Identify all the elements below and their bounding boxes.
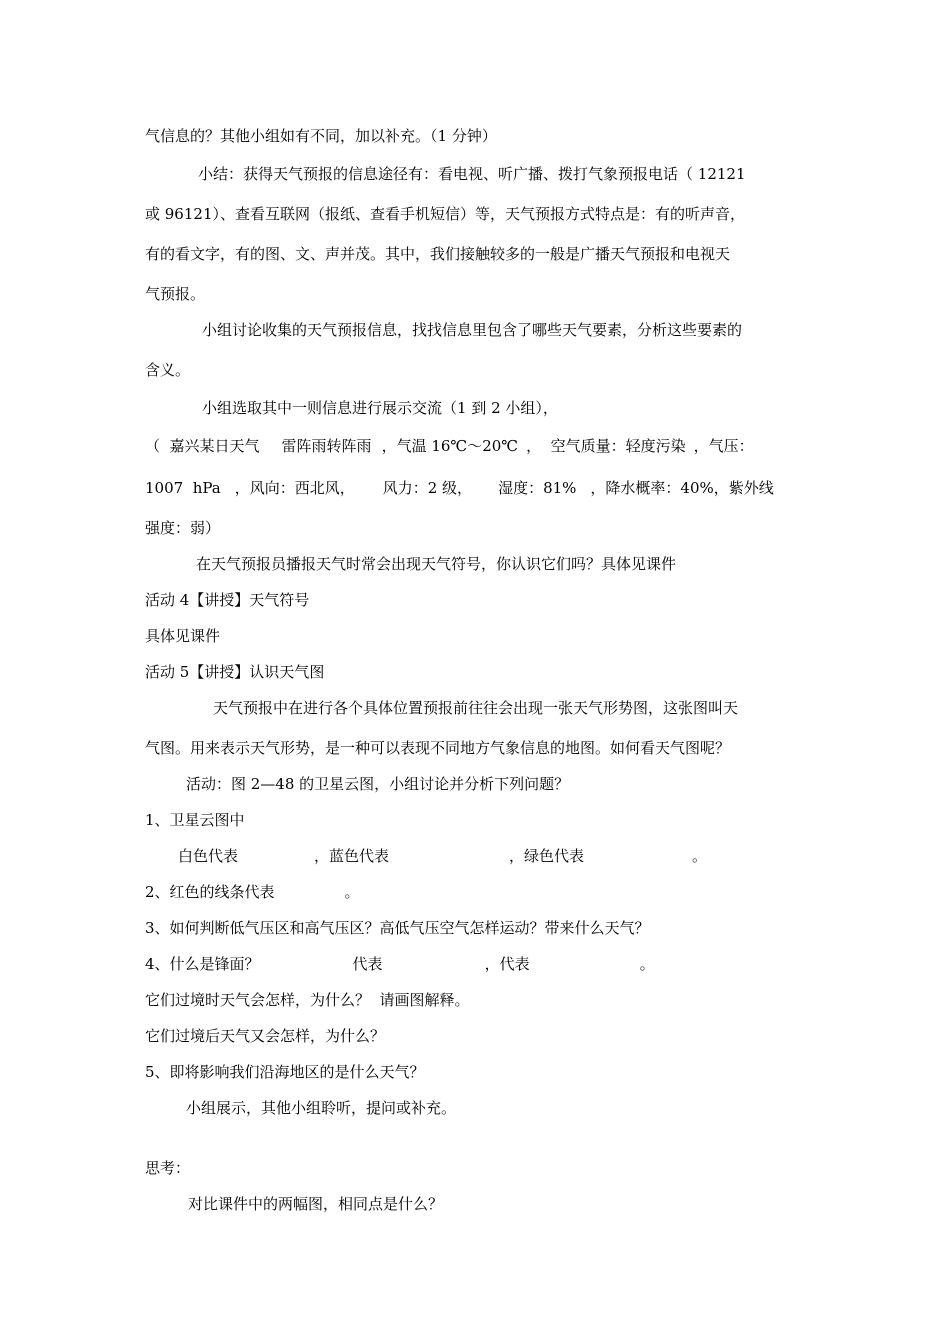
- blank-label: ，绿色代表: [509, 847, 585, 865]
- paragraph-line: 气预报。: [145, 285, 206, 303]
- section-heading: 思考：: [145, 1159, 191, 1177]
- paragraph-line: 对比课件中的两幅图，相同点是什么？: [188, 1195, 444, 1213]
- question-line: 5、即将影响我们沿海地区的是什么天气？: [145, 1063, 425, 1081]
- paragraph-line: 含义。: [145, 361, 191, 379]
- blank-label: 代表: [352, 955, 383, 973]
- pressure-value: 1007 hPa: [145, 479, 221, 497]
- question-line: 1、卫星云图中: [145, 811, 245, 829]
- paragraph-line: 活动：图 2—48 的卫星云图，小组讨论并分析下列问题？: [186, 775, 570, 793]
- summary-line: 小结：获得天气预报的信息途径有：看电视、听广播、拨打气象预报电话（ 12121: [198, 165, 746, 183]
- weather-info-line: [145, 478, 774, 498]
- blank-end: 。: [692, 847, 708, 865]
- question-text: 2、红色的线条代表: [145, 883, 275, 901]
- blank-end: 。: [344, 883, 360, 901]
- blank-label: 白色代表: [178, 847, 239, 865]
- paragraph-line: 气信息的？其他小组如有不同，加以补充。（1 分钟）: [145, 127, 497, 145]
- fill-blank-line: [145, 882, 360, 902]
- air-quality: ， 空气质量：轻度污染: [526, 437, 686, 455]
- weather-info-line: [145, 436, 754, 456]
- paragraph-line: 在天气预报员播报天气时常会出现天气符号，你认识它们吗？具体见课件: [196, 555, 677, 573]
- blank-end: 。: [639, 955, 655, 973]
- paragraph-line: 小组展示，其他小组聆听，提问或补充。: [186, 1099, 457, 1117]
- weather-condition: 雷阵雨转阵雨: [281, 437, 372, 455]
- weather-city: （ 嘉兴某日天气: [145, 437, 260, 455]
- blank-label: ，蓝色代表: [314, 847, 390, 865]
- wind-force: 风力：2 级，: [382, 479, 473, 497]
- weather-temperature: ，气温 16℃～20℃: [381, 437, 519, 455]
- humidity: 湿度：81%: [498, 479, 577, 497]
- paragraph-line: 气图。用来表示天气形势，是一种可以表现不同地方气象信息的地图。如何看天气图呢？: [145, 739, 731, 757]
- paragraph-line: 天气预报中在进行各个具体位置预报前往往会出现一张天气形势图，这张图叫天: [213, 699, 739, 717]
- question-line: 3、如何判断低气压区和高气压区？高低气压空气怎样运动？带来什么天气？: [145, 919, 650, 937]
- activity-heading: 活动 5【讲授】认识天气图: [145, 663, 325, 681]
- paragraph-line: 或 96121）、查看互联网（报纸、查看手机短信）等，天气预报方式特点是：有的听声音，: [145, 205, 745, 223]
- paragraph-line: 小组讨论收集的天气预报信息，找找信息里包含了哪些天气要素，分析这些要素的: [202, 321, 743, 339]
- fill-blank-line: [145, 954, 655, 974]
- question-line: 它们过境后天气又会怎样，为什么？: [145, 1027, 386, 1045]
- question-text: 4、什么是锋面？: [145, 955, 260, 973]
- precipitation: ，降水概率：40%，紫外线: [590, 479, 774, 497]
- wind-direction: ，风向：西北风，: [234, 479, 355, 497]
- fill-blank-line: [178, 846, 707, 866]
- blank-label: ，代表: [484, 955, 530, 973]
- paragraph-line: 具体见课件: [145, 627, 221, 645]
- paragraph-line: 小组选取其中一则信息进行展示交流（1 到 2 小组），: [202, 399, 558, 417]
- pressure-label: ，气压：: [693, 437, 754, 455]
- activity-heading: 活动 4【讲授】天气符号: [145, 591, 310, 609]
- question-line: 它们过境时天气会怎样，为什么？ 请画图解释。: [145, 991, 470, 1009]
- paragraph-line: 有的看文字，有的图、文、声并茂。其中，我们接触较多的一般是广播天气预报和电视天: [145, 245, 731, 263]
- paragraph-line: 强度：弱）: [145, 519, 221, 537]
